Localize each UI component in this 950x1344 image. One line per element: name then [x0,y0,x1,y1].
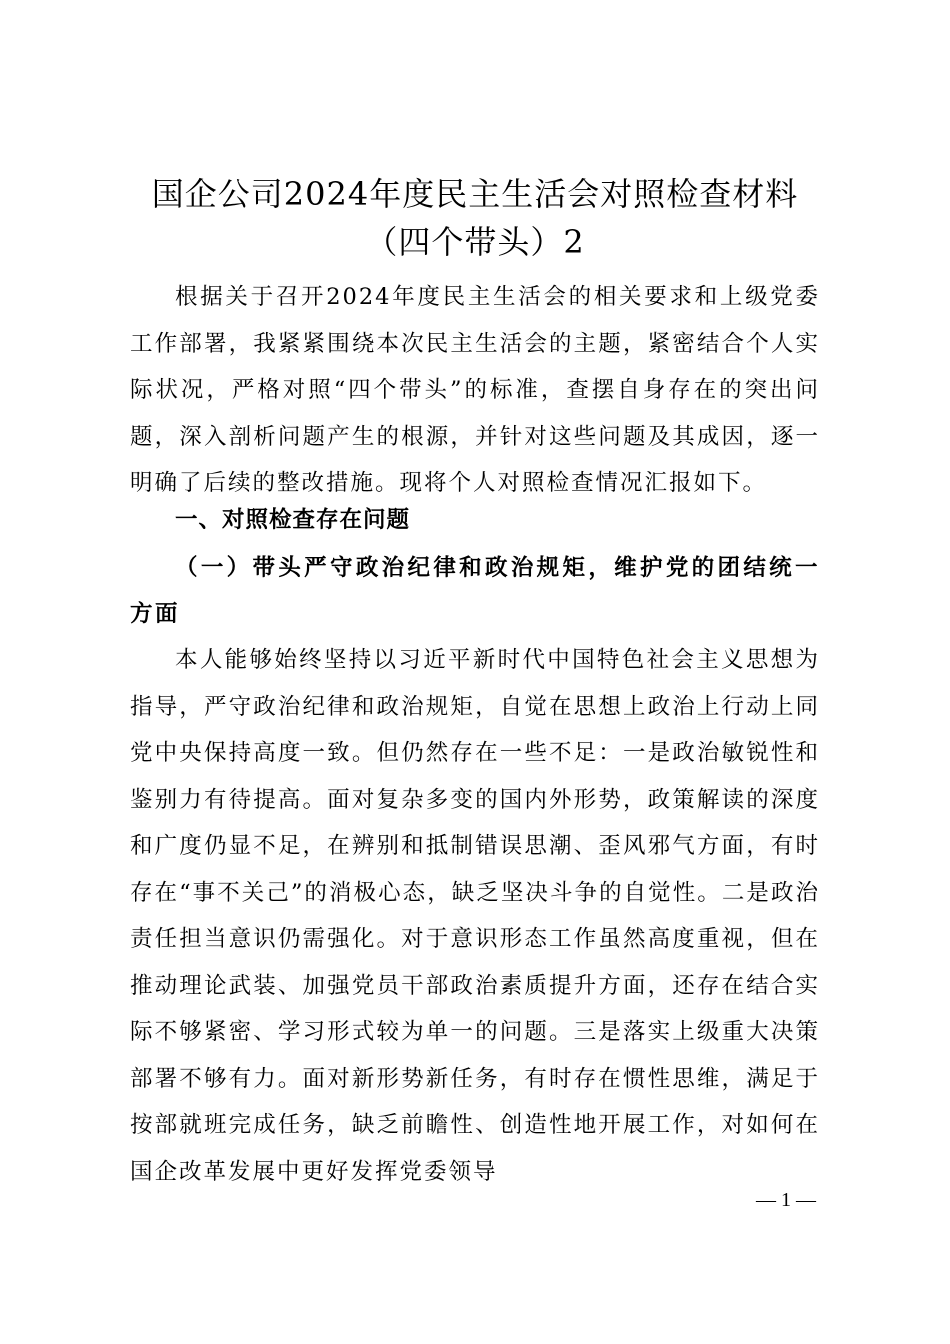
subsection-heading-1: （一）带头严守政治纪律和政治规矩，维护党的团结统一方面 [130,555,820,627]
document-title-line-2: （四个带头）2 [365,223,585,261]
document-title-line-1: 国企公司2024年度民主生活会对照检查材料 [151,175,799,213]
intro-paragraph: 根据关于召开2024年度民主生活会的相关要求和上级党委工作部署，我紧紧围绕本次民主生活会的主题，紧密结合个人实际状况，严格对照“四个带头”的标准，查摆自身存在的突出问题，深入剖析问题产生的根源，并针对这些问题及其成因，逐一明确了后续的整改措施。现将个人对照检查情况汇报如下。 [130,284,820,496]
page-number: — 1 — [756,1189,816,1211]
subsection-1-paragraph: 本人能够始终坚持以习近平新时代中国特色社会主义思想为指导，严守政治纪律和政治规矩，自觉在思想上政治上行动上同党中央保持高度一致。但仍然存在一些不足：一是政治敏锐性和鉴别力有待提高。面对复杂多变的国内外形势，政策解读的深度和广度仍显不足，在辨别和抵制错误思潮、歪风邪气方面，有时存在“事不关己”的消极心态，缺乏坚决斗争的自觉性。二是政治责任担当意识仍需强化。对于意识形态工作虽然高度重视，但在推动理论武装、加强党员干部政治素质提升方面，还存在结合实际不够紧密、学习形式较为单一的问题。三是落实上级重大决策部署不够有力。面对新形势新任务，有时存在惯性思维，满足于按部就班完成任务，缺乏前瞻性、创造性地开展工作，对如何在国企改革发展中更好发挥党委领导 [130,647,820,1185]
section-heading-1: 一、对照检查存在问题 [175,507,411,533]
